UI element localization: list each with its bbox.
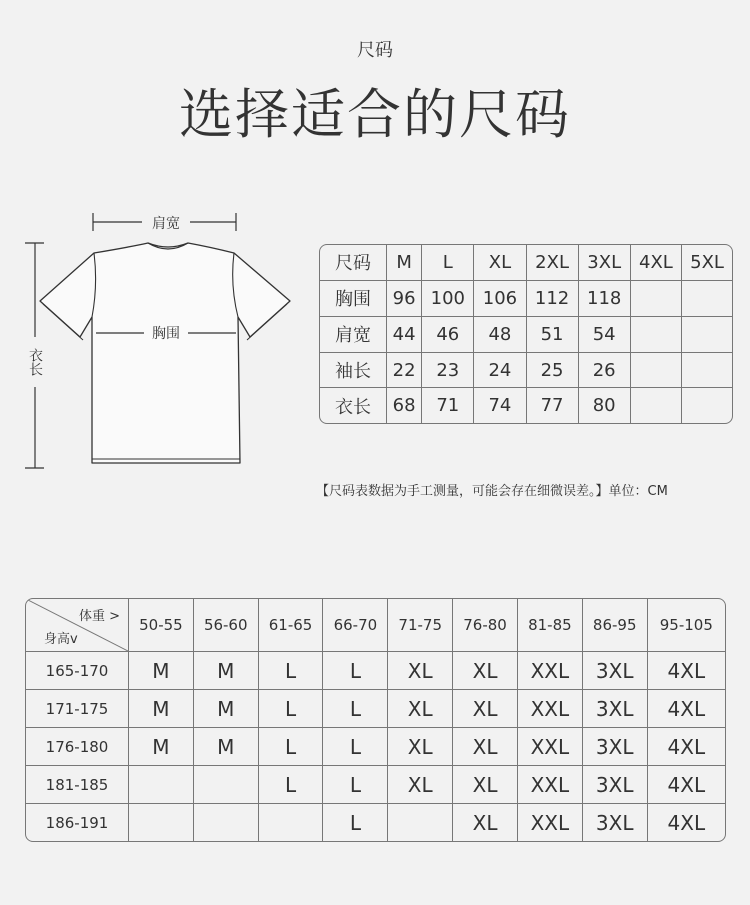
page-subtitle: 尺码 [357,40,393,61]
size-cell [129,766,194,804]
size-cell: M [194,652,259,690]
table-cell: 袖长 [320,353,387,389]
table-cell: 44 [387,317,422,353]
table-cell: 68 [387,388,422,423]
size-cell: L [323,690,388,728]
table-cell: 100 [422,281,474,317]
table-cell: 74 [474,388,526,423]
height-cell: 171-175 [26,690,129,728]
weight-header: 56-60 [194,599,259,652]
table-cell: 尺码 [320,245,387,281]
size-cell: XXL [518,766,583,804]
table-cell: 衣长 [320,388,387,423]
height-axis-label: 身高v [44,632,78,647]
size-cell: L [259,766,324,804]
length-label: 衣长 [27,348,43,376]
table-cell [631,353,682,389]
size-cell: XXL [518,652,583,690]
table-cell [631,388,682,423]
size-cell: L [323,766,388,804]
measurement-note: 【尺码表数据为手工测量，可能会存在细微误差。】单位：CM [316,484,668,499]
table-cell [682,281,732,317]
size-cell: XL [453,766,518,804]
size-cell: L [259,690,324,728]
weight-header: 61-65 [259,599,324,652]
table-cell [682,353,732,389]
size-cell: L [259,652,324,690]
tshirt-diagram [20,205,300,485]
table-cell: 5XL [682,245,732,281]
size-cell: 3XL [583,728,648,766]
table-cell: 48 [474,317,526,353]
chest-label: 胸围 [152,326,180,342]
size-cell: XL [388,690,453,728]
size-cell [194,804,259,841]
size-cell: XL [453,690,518,728]
weight-header: 81-85 [518,599,583,652]
size-cell: M [129,728,194,766]
weight-axis-label: 体重 > [78,609,120,624]
table-cell: 2XL [527,245,579,281]
table-cell: M [387,245,422,281]
table-row [26,804,725,841]
size-cell: M [194,690,259,728]
size-cell: XL [388,766,453,804]
height-cell: 165-170 [26,652,129,690]
table-cell: 118 [579,281,631,317]
weight-header: 66-70 [323,599,388,652]
table-header-row [26,599,725,652]
table-cell: 胸围 [320,281,387,317]
size-cell: 3XL [583,766,648,804]
size-cell: L [259,728,324,766]
size-cell: XXL [518,690,583,728]
size-cell: XXL [518,728,583,766]
size-cell: XL [453,652,518,690]
table-cell: 24 [474,353,526,389]
size-cell: 3XL [583,690,648,728]
size-cell: XL [388,652,453,690]
size-chart-table [319,244,733,424]
size-cell: XL [388,728,453,766]
page-title: 选择适合的尺码 [179,83,571,146]
table-cell [631,317,682,353]
size-cell [194,766,259,804]
corner-cell [26,599,129,652]
weight-header: 76-80 [453,599,518,652]
table-cell [682,388,732,423]
table-cell: 26 [579,353,631,389]
table-header-row [320,245,732,281]
table-cell [631,281,682,317]
table-cell: 22 [387,353,422,389]
table-cell: 112 [527,281,579,317]
table-cell: 4XL [631,245,682,281]
size-cell: 4XL [648,652,725,690]
size-cell: 4XL [648,690,725,728]
table-cell: 肩宽 [320,317,387,353]
table-cell: 54 [579,317,631,353]
size-cell: 3XL [583,804,648,841]
table-cell: 71 [422,388,474,423]
weight-header: 50-55 [129,599,194,652]
table-cell [682,317,732,353]
size-cell [259,804,324,841]
table-row [320,353,732,389]
table-cell: XL [474,245,526,281]
size-cell: 4XL [667,810,706,835]
size-cell: XL [453,728,518,766]
table-cell: 80 [579,388,631,423]
size-cell: XXL [518,804,583,841]
weight-header: 95-105 [648,599,725,652]
size-cell: L [323,652,388,690]
shoulder-width-label: 肩宽 [152,216,180,232]
table-cell: 3XL [579,245,631,281]
table-cell: 23 [422,353,474,389]
weight-header: 86-95 [583,599,648,652]
weight-header: 71-75 [388,599,453,652]
size-cell: 3XL [583,652,648,690]
table-cell: 25 [527,353,579,389]
size-cell: XL [453,804,518,841]
size-cell: 4XL [648,728,725,766]
table-row [26,690,725,728]
table-row [26,652,725,690]
table-row [320,317,732,353]
height-cell: 186-191 [26,804,129,841]
table-cell: L [422,245,474,281]
size-cell: L [323,728,388,766]
table-row [320,388,732,423]
size-cell: M [194,728,259,766]
table-cell: 46 [422,317,474,353]
table-cell: 51 [527,317,579,353]
size-recommendation-table [25,598,726,842]
table-cell: 77 [527,388,579,423]
size-cell: M [129,690,194,728]
height-cell: 176-180 [26,728,129,766]
size-cell: 4XL [648,766,725,804]
table-cell: 96 [387,281,422,317]
table-row [320,281,732,317]
size-cell [388,804,453,841]
table-row [26,766,725,804]
height-cell: 181-185 [26,766,129,804]
size-cell [129,804,194,841]
size-cell: M [129,652,194,690]
size-cell: L [323,804,388,841]
table-row [26,728,725,766]
table-cell: 106 [474,281,526,317]
